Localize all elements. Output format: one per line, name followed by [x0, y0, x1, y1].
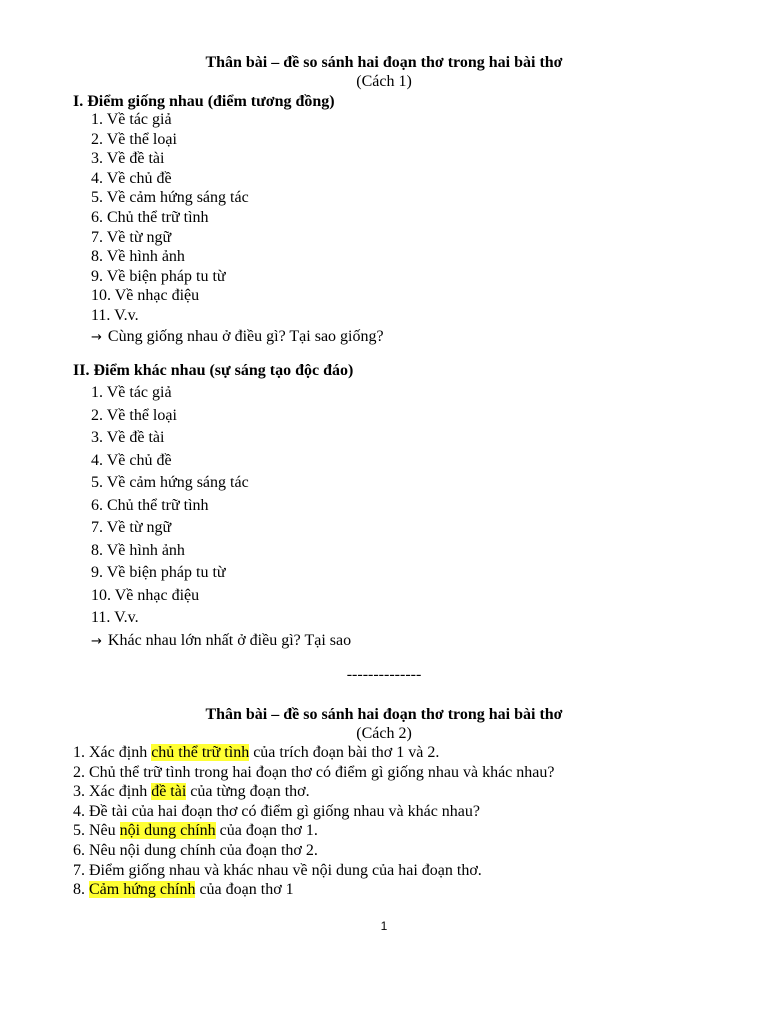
- item-text: 8.: [73, 881, 89, 899]
- list-item: 7. Về từ ngữ: [91, 519, 172, 536]
- list-item: [73, 861, 554, 881]
- item-text: 3. Xác định: [73, 783, 152, 801]
- list-item: 5. Về cảm hứng sáng tác: [91, 189, 249, 207]
- differences-list: [91, 382, 249, 630]
- item-text: của đoạn thơ 1.: [215, 822, 318, 840]
- list-item: 6. Chủ thể trữ tình: [91, 496, 209, 514]
- item-text: 5. Nêu: [73, 822, 120, 840]
- list-item: 8. Về hình ảnh: [91, 248, 185, 266]
- section1-title: Thân bài – đề so sánh hai đoạn thơ trong hai bài thơ: [205, 54, 563, 71]
- similarities-heading: I. Điểm giống nhau (điểm tương đồng): [73, 93, 335, 110]
- list-item: [73, 821, 554, 841]
- list-item: [73, 841, 554, 861]
- list-item: 1. Về tác giả: [91, 111, 172, 128]
- item-text: 7. Điểm giống nhau và khác nhau về nội dung của hai đoạn thơ.: [73, 861, 482, 879]
- list-item: 4. Về chủ đề: [91, 169, 172, 187]
- item-text: 2. Chủ thể trữ tình trong hai đoạn thơ có điểm gì giống nhau và khác nhau?: [73, 763, 555, 781]
- list-item: 8. Về hình ảnh: [91, 541, 185, 559]
- item-text: 6. Nêu nội dung chính của đoạn thơ 2.: [73, 841, 318, 859]
- list-item: 5. Về cảm hứng sáng tác: [91, 474, 249, 491]
- list-item: 2. Về thể loại: [91, 406, 177, 424]
- list-item: 6. Chủ thể trữ tình: [91, 208, 209, 226]
- list-item: 10. Về nhạc điệu: [91, 287, 200, 305]
- list-item: 4. Về chủ đề: [91, 451, 172, 469]
- conclusion-text: Cùng giống nhau ở điều gì? Tại sao giống?: [107, 328, 384, 345]
- item-text: của từng đoạn thơ.: [186, 783, 310, 801]
- list-item: [73, 743, 554, 763]
- list-item: 3. Về đề tài: [91, 150, 165, 168]
- section2-subtitle: (Cách 2): [356, 725, 412, 742]
- similarities-list: [91, 110, 249, 326]
- arrow-right-icon: →: [91, 330, 102, 345]
- list-item: 1. Về tác giả: [91, 384, 172, 401]
- highlighted-term: đề tài: [151, 783, 187, 801]
- list-item: 3. Về đề tài: [91, 429, 165, 446]
- item-text: của trích đoạn bài thơ 1 và 2.: [249, 744, 440, 761]
- item-text: 1. Xác định: [73, 744, 152, 761]
- differences-heading: II. Điểm khác nhau (sự sáng tạo độc đáo): [73, 362, 354, 379]
- list-item: [73, 802, 554, 822]
- list-item: 7. Về từ ngữ: [91, 228, 172, 246]
- list-item: [73, 880, 554, 900]
- list-item: 2. Về thể loại: [91, 130, 177, 148]
- page-number: 1: [380, 919, 388, 933]
- list-item: 11. V.v.: [91, 306, 139, 324]
- list-item: 11. V.v.: [91, 609, 139, 626]
- section-separator: --------------: [346, 666, 422, 683]
- list-item: 9. Về biện pháp tu từ: [91, 267, 226, 285]
- highlighted-term: Cảm hứng chính: [89, 881, 196, 899]
- list-item: [73, 782, 554, 802]
- item-text: 4. Đề tài của hai đoạn thơ có điểm gì giống nhau và khác nhau?: [73, 802, 480, 820]
- highlighted-term: chủ thể trữ tình: [151, 744, 250, 761]
- method2-list: [73, 743, 554, 900]
- section1-subtitle: (Cách 1): [356, 73, 412, 90]
- similarities-conclusion: [91, 327, 384, 348]
- differences-conclusion: [91, 631, 351, 652]
- conclusion-text: Khác nhau lớn nhất ở điều gì? Tại sao: [107, 632, 352, 649]
- item-text: của đoạn thơ 1: [195, 881, 294, 899]
- arrow-right-icon: →: [91, 634, 102, 649]
- section2-title: Thân bài – đề so sánh hai đoạn thơ trong hai bài thơ: [205, 706, 563, 723]
- list-item: [73, 763, 554, 783]
- highlighted-term: nội dung chính: [119, 822, 216, 840]
- list-item: 10. Về nhạc điệu: [91, 586, 200, 604]
- list-item: 9. Về biện pháp tu từ: [91, 564, 226, 581]
